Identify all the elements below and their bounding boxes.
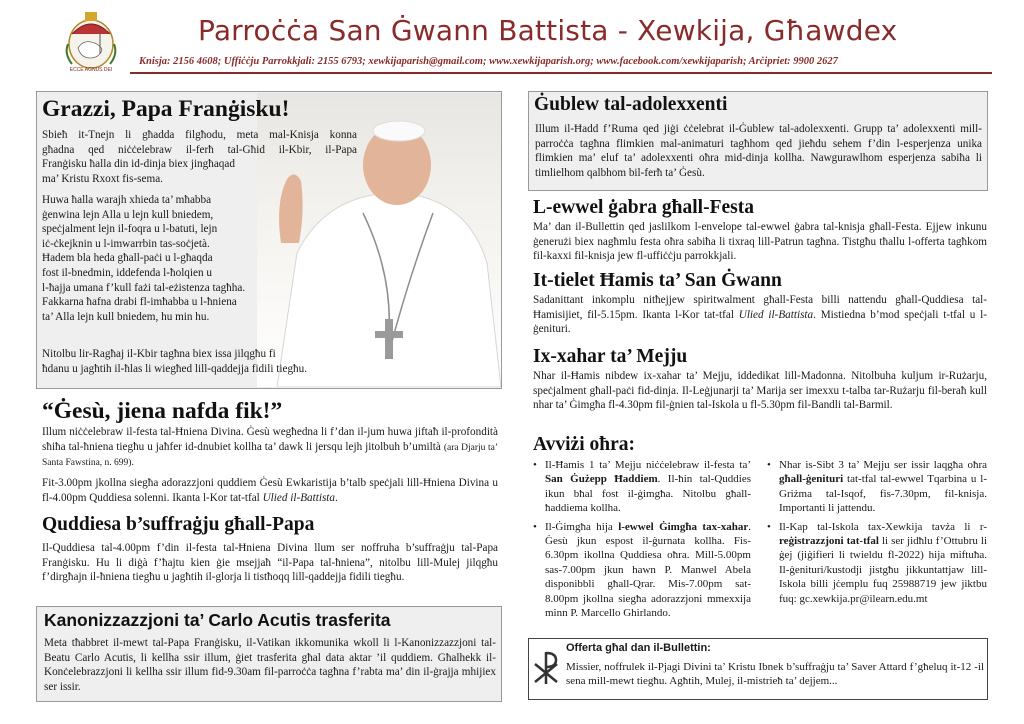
lewwel-para: Ma’ dan il-Bullettin qed jaslilkom l-envelope tal-ewwel ġabra tal-knisja għall-Festa. Ejjew inkunu ġenerużi biex nagħmlu festa oħra sabiħa li tixraq lill-Patrun tagħna. Tistgħu tħallu l-offerta tagħkom fil-kaxxi fil-knisja jew fl-uffiċċju parrokkjali.	[533, 221, 987, 263]
avvizi-title: Avviżi oħra:	[533, 434, 635, 455]
contact-line: Knisja: 2156 4608; Uffiċċju Parrokkjali: 2155 6793; xewkijaparish@gmail.com; www.xewkijaparish.org; www.facebook.com/xewkijaparish; Arċipriet: 9900 2627	[139, 56, 838, 67]
list-item: • Nhar is-Sibt 3 ta’ Mejju ser issir laqgħa oħra għall-ġenituri tat-tfal tal-ewwel Tqarbina u l-Griżma tal-Isqof, fis-7.30pm, fil-knisja. Importanti li jattendu.	[767, 458, 987, 516]
gublew-title: Ġublew tal-adolexxenti	[534, 94, 728, 115]
list-item: • Il-Kap tal-Iskola tax-Xewkija tavża li r-reġistrazzjoni tat-tfal li ser jidħlu f’Ottubru li ġej (jiġifieri li twieldu fl-2022) hija miftuħa. Il-ġenituri/kustodji jistgħu jikkuntattjaw lill-Iskola billi jċemplu fuq 25988719 jew jiktbu fuq: gc.xewkija.pr@ilearn.edu.mt	[767, 520, 987, 606]
grazzi-title: Grazzi, Papa Franġisku!	[42, 96, 290, 122]
svg-text:ECCE AGNUS DEI: ECCE AGNUS DEI	[69, 67, 113, 73]
page-title: Parroċċa San Ġwann Battista - Xewkija, Għawdex	[198, 14, 898, 47]
grazzi-para-3: Nitolbu lir-Ragħaj il-Kbir tagħna biex issa jilqgħu fi ħdanu u jagħtih il-ħlas li wiegħed lill-qaddejja fidili tiegħu.	[42, 348, 308, 375]
ittielet-para: Sadanittant inkomplu nitħejjew spiritwalment għall-Festa billi nattendu għall-Quddiesa tal-Ħamisijiet, fil-5.15pm. Ikanta l-Kor tat-tfal Ulied il-Battista. Mistiedna b’mod speċjali t-tfal u l-ġenituri.	[533, 294, 988, 336]
gesu-para-1: Illum niċċelebraw il-festa tal-Ħniena Divina. Ġesù wegħedna li f’dan il-jum huwa jiftaħ il-profondità sħiħa tal-ħniena tiegħu u jaħfer id-dnubiet kollha ta’ dawk li jersqu lejh jitolbuh b’umiltà (ara Djarju ta’ Santa Fawstina, n. 699).	[42, 426, 498, 469]
quddiesa-title: Quddiesa b’suffraġju għall-Papa	[42, 514, 315, 535]
avvizi-list-right	[767, 458, 987, 606]
gesu-para-2: Fit-3.00pm jkollna siegħa adorazzjoni quddiem Ġesù Ewkaristija b’talb speċjali lill-Ħniena Divina u fl-4.00pm Quddiesa solenni. Ikanta l-Kor tat-tfal Ulied il-Battista.	[42, 477, 498, 504]
gublew-para: Illum il-Ħadd f’Ruma qed jiġi ċċelebrat il-Ġublew tal-adolexxenti. Grupp ta’ adolexxenti mill-parroċċa tagħna flimkien mal-animaturi tagħhom qed jieħdu sehem f’din l-esperjenza unika flimkien ma’ eluf ta’ adolexxenti oħra mid-dinja kollha. Nawgurawlhom esperjenza sabiħa li timlielhom qalbhom bil-ferħ ta’ Ġesù.	[535, 123, 982, 179]
gesu-title: “Ġesù, jiena nafda fik!”	[42, 398, 283, 424]
list-item: • Il-Ġimgħa hija l-ewwel Ġimgħa tax-xahar. Ġesù jkun espost il-ġurnata kollha. Fis-6.30pm ikollna Quddiesa oħra. Mill-5.00pm sas-7.00pm jkun hawn P. Manwel Abela disponibbli għall-Qrar. Mis-7.00pm sat-8.00pm jkollna siegħa adorazzjoni mmexxija minn P. Marcello Ghirlando.	[533, 520, 751, 621]
lewwel-title: L-ewwel ġabra għall-Festa	[533, 197, 754, 218]
chi-rho-icon	[532, 650, 560, 686]
grazzi-para-2: Huwa ħalla warajh xhieda ta’ mħabba ġenwina lejn Alla u lejn kull bniedem, speċjalment lejn il-foqra u l-batuti, lejn iċ-ċkejknin u l-imwarrbin tas-soċjetà. Ħadem bla heda għall-paċi u l-għaqda fost il-bnedmin, iddefenda l-ħolqien u l-ħajja umana f’kull fażi tal-eżistenza tagħha. Fakkarna ħafna drabi fl-imħabba u l-ħniena ta’ Alla lejn kull bniedem, hu min hu.	[42, 194, 246, 323]
kanonizzazzjoni-title: Kanonizzazzjoni ta’ Carlo Acutis trasferita	[44, 610, 391, 630]
grazzi-para-1: Sbieħ it-Tnejn li għadda filgħodu, meta mal-Knisja konna għadna qed niċċelebraw il-ferħ tal-Għid il-Kbir, il-Papa Franġisku ħalla din id-dinja biex jingħaqad ma’ Kristu Rxoxt fis-sema.	[42, 129, 357, 185]
kanonizzazzjoni-para: Meta tħabbret il-mewt tal-Papa Franġisku, il-Vatikan ikkomunika wkoll li l-Kanonizzazzjoni tal-Beatu Carlo Acutis, li kellha ssir illum, ġiet trasferita għal data aktar ’il quddiem. Għalhekk il-Konċelebrazzjoni li kellha ssir illum fid-9.30am fil-parroċċa tagħna f’rabta ma’ din il-ġrajja mhijiex ser issir.	[44, 637, 496, 693]
ixxahar-para: Nhar il-Ħamis nibdew ix-xahar ta’ Mejju, iddedikat lill-Madonna. Nitolbuha kuljum ir-Rużarju, speċjalment għall-paċi fid-dinja. Il-Leġjunarji ta’ Marija ser imexxu t-talba tar-Rużarju fil-beraħ kull nhar ta’ Ġimgħa fl-4.30pm fil-ġnien tal-Iskola u fl-5.30pm fil-Bandli tal-Barmil.	[533, 370, 987, 412]
header-divider	[130, 72, 992, 74]
avvizi-list-left	[533, 458, 751, 620]
quddiesa-para: Il-Quddiesa tal-4.00pm f’din il-festa tal-Ħniena Divina llum ser noffruha b’suffraġju tal-Papa Franġisku. Hu li diġà f’ħajtu kien ġie msejjaħ “il-Papa tal-ħniena”, nitolbu lill-Mulej jilqgħu f’dirgħajn il-ħniena tiegħu u jagħtih il-glorja li tistħoqq lill-qaddejja fidili tiegħu.	[42, 542, 498, 584]
list-item: • Il-Ħamis 1 ta’ Mejju niċċelebraw il-festa ta’ San Ġużepp Ħaddiem. Il-ħin tal-Quddies ikun bħal fost il-ġimgħa. Nitolbu għall-ħaddiema kollha.	[533, 458, 751, 516]
parish-crest-logo	[62, 8, 120, 74]
offerta-title: Offerta għal dan il-Bullettin:	[566, 642, 711, 654]
ittielet-title: It-tielet Ħamis ta’ San Ġwann	[533, 270, 782, 291]
offerta-text: Missier, noffrulek il-Pjagi Divini ta’ Kristu Ibnek b’suffraġju ta’ Saver Attard f’għeluq it-12 -il sena mill-mewt tiegħu. Agħtih, Mulej, il-mistrieħ ta’ dejjem...	[566, 661, 984, 687]
ixxahar-title: Ix-xahar ta’ Mejju	[533, 346, 688, 367]
